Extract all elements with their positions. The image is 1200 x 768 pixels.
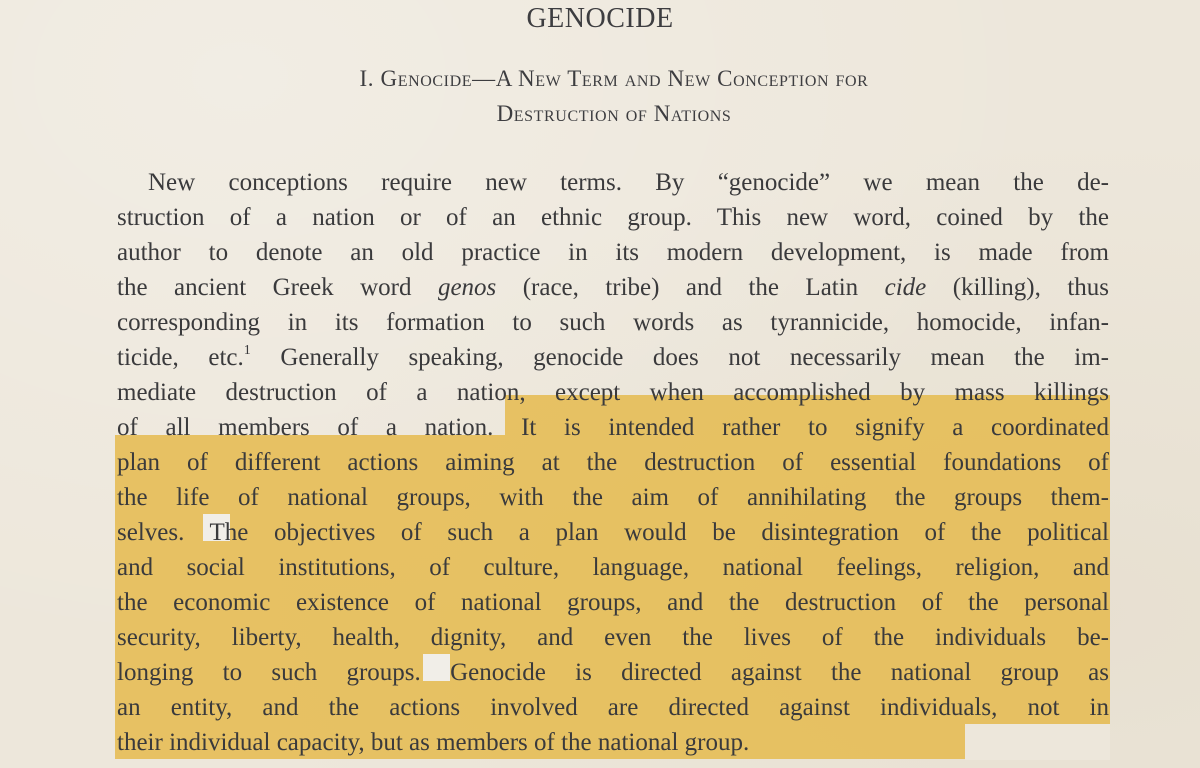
italic-term-genos: genos [437,274,497,301]
paragraph-line [117,340,1109,375]
paragraph-line: struction of a nation or of an ethnic group. This new word, coined by the [117,204,1109,231]
section-heading-line-2: Destruction of Nations [496,101,732,126]
paragraph-line: of all members of a nation. It is intended rather to signify a coordinated [117,414,1109,441]
paragraph-line: their individual capacity, but as members of the national group. [117,729,750,756]
paragraph-line: author to denote an old practice in its modern development, is made from [117,239,1109,266]
paragraph-line [117,270,1109,305]
italic-term-cide: cide [884,274,927,301]
line-text: (killing), thus [926,274,1109,301]
paragraph-line: longing to such groups. Genocide is directed against the national group as [117,659,1109,686]
section-heading-line-1: I. Genocide—A New Term and New Conception for [359,66,869,91]
footnote-marker: 1 [243,343,251,358]
paragraph-line: the life of national groups, with the aim of annihilating the groups them- [117,484,1109,511]
paragraph-line: security, liberty, health, dignity, and even the lives of the individuals be- [117,624,1109,651]
line-text: the ancient Greek word [117,274,438,301]
paragraph-line: plan of different actions aiming at the destruction of essential foundations of [117,449,1109,476]
paragraph-line: New conceptions require new terms. By “genocide” we mean the de- [148,169,1109,196]
paragraph-line: and social institutions, of culture, language, national feelings, religion, and [117,554,1109,581]
paragraph-line: an entity, and the actions involved are directed against individuals, not in [117,694,1109,721]
paragraph-line: the economic existence of national groups, and the destruction of the personal [117,589,1109,616]
paragraph-line: mediate destruction of a nation, except when accomplished by mass killings [117,379,1109,406]
paragraph-line: corresponding in its formation to such words as tyrannicide, homocide, infan- [117,309,1109,336]
page-title: GENOCIDE [526,3,674,34]
line-text: Generally speaking, genocide does not necessarily mean the im- [250,344,1110,371]
paragraph-line: selves. The objectives of such a plan would be disintegration of the political [117,519,1109,546]
line-text: ticide, etc. [117,344,244,371]
line-text: (race, tribe) and the Latin [496,274,885,301]
